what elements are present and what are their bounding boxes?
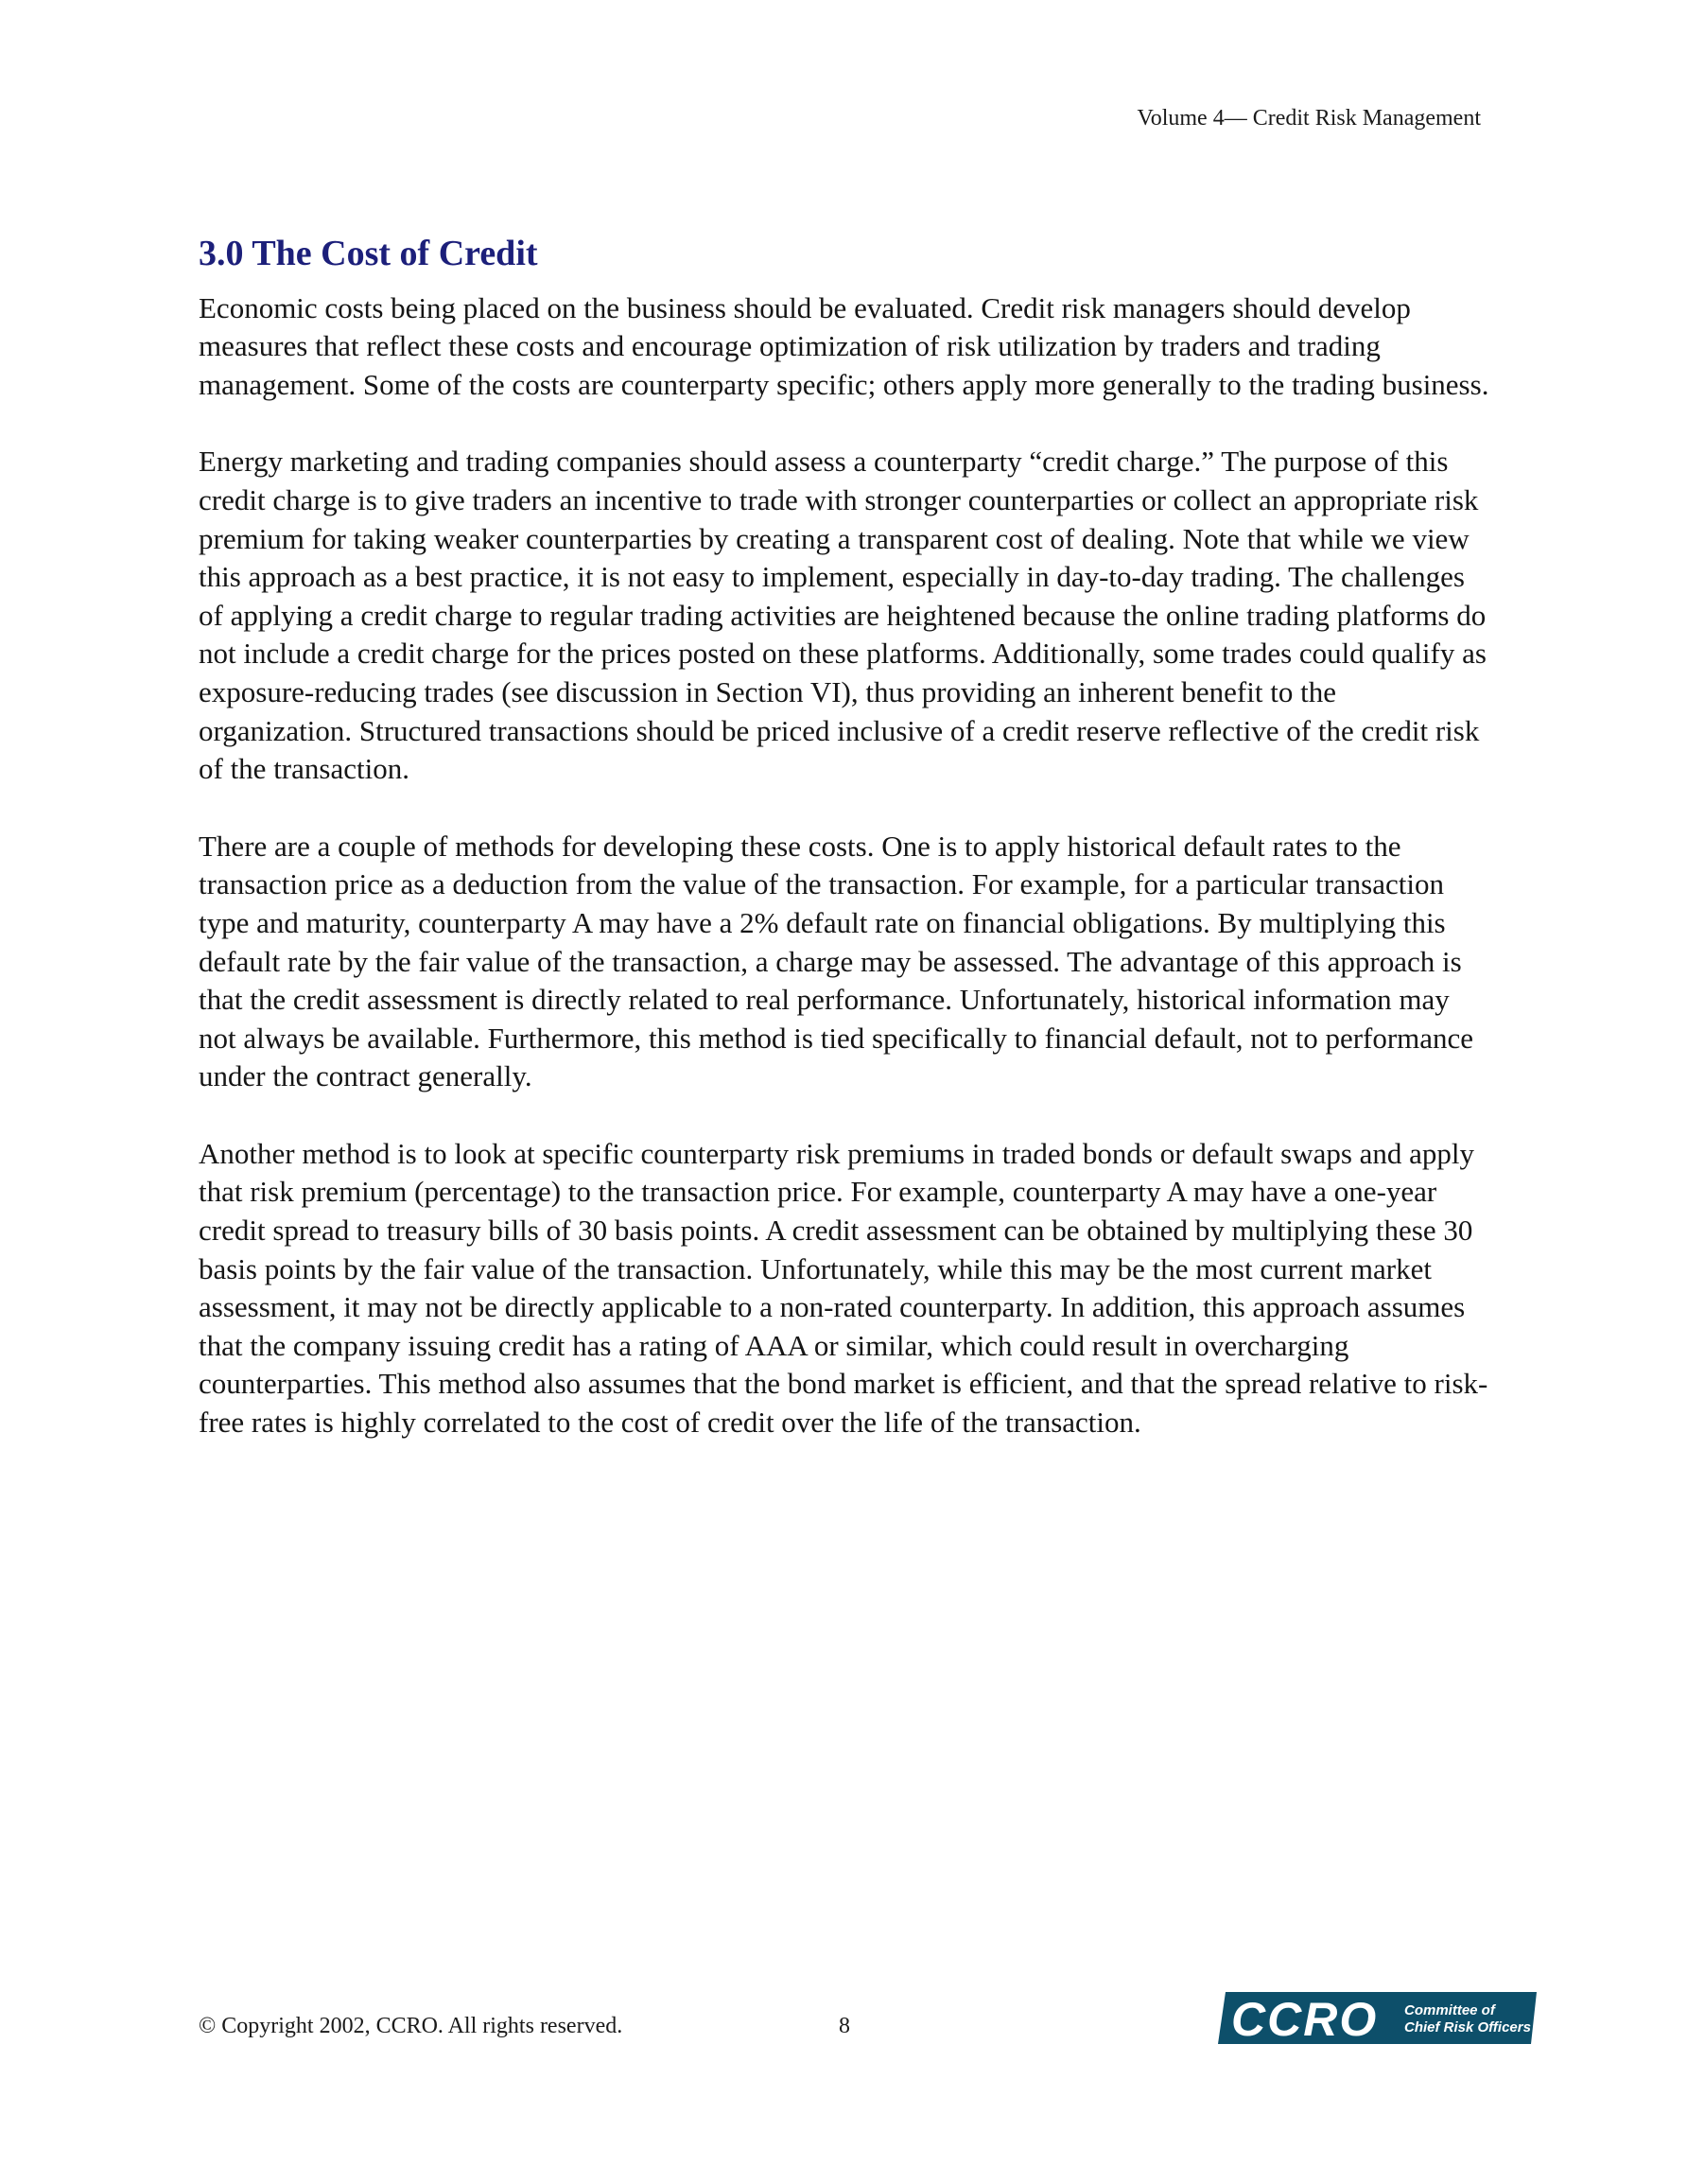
section-title: 3.0 The Cost of Credit [199,234,538,273]
paragraph-historical-default-method: There are a couple of methods for developing these costs. One is to apply historical default rates to the transaction price as a deduction from the value of the transaction. For example, for a particular transaction type and maturity, counterparty A may have a 2% default rate on financial obligations. By multiplying this default rate by the fair value of the transaction, a charge may be assessed. The advantage of this approach is that the credit assessment is directly related to real performance. Unfortunately, historical information may not always be available. Furthermore, this method is tied specifically to financial default, not to performance under the contract generally. [199,829,1474,1093]
page-number: 8 [839,2014,850,2038]
logo-tagline-line1: Committee of [1404,2002,1495,2018]
document-body [199,233,1494,1481]
footer-copyright: © Copyright 2002, CCRO. All rights reserved. [199,2014,623,2038]
logo-wordmark: CCRO [1231,1993,1379,2044]
paragraph-credit-charge: Energy marketing and trading companies should assess a counterparty “credit charge.” The purpose of this credit charge is to give traders an incentive to trade with stronger counterparties or collect an appropriate risk premium for taking weaker counterparties by creating a transparent cost of dealing. Note that while we view this approach as a best practice, it is not easy to implement, especially in day-to-day trading. The challenges of applying a credit charge to regular trading activities are heightened because the online trading platforms do not include a credit charge for the prices posted on these platforms. Additionally, some trades could qualify as exposure-reducing trades (see discussion in Section VI), thus providing an inherent benefit to the organization. Structured transactions should be priced inclusive of a credit reserve reflective of the credit risk of the transaction. [199,445,1487,786]
ccro-logo [1218,1992,1537,2044]
paragraph-risk-premium-method: Another method is to look at specific counterparty risk premiums in traded bonds or default swaps and apply that risk premium (percentage) to the transaction price. For example, counterparty A may have a one-year credit spread to treasury bills of 30 basis points. A credit assessment can be obtained by multiplying these 30 basis points by the fair value of the transaction. Unfortunately, while this may be the most current market assessment, it may not be directly applicable to a non-rated counterparty. In addition, this approach assumes that the company issuing credit has a rating of AAA or similar, which could result in overcharging counterparties. This method also assumes that the bond market is efficient, and that the spread relative to risk-free rates is highly correlated to the cost of credit over the life of the transaction. [199,1136,1488,1440]
logo-tagline-line2: Chief Risk Officers [1404,2019,1531,2035]
paragraph-intro: Economic costs being placed on the business should be evaluated. Credit risk managers should develop measures that reflect these costs and encourage optimization of risk utilization by traders and trading management. Some of the costs are counterparty specific; others apply more generally to the trading business. [199,290,1489,401]
running-header: Volume 4— Credit Risk Management [1137,106,1481,131]
